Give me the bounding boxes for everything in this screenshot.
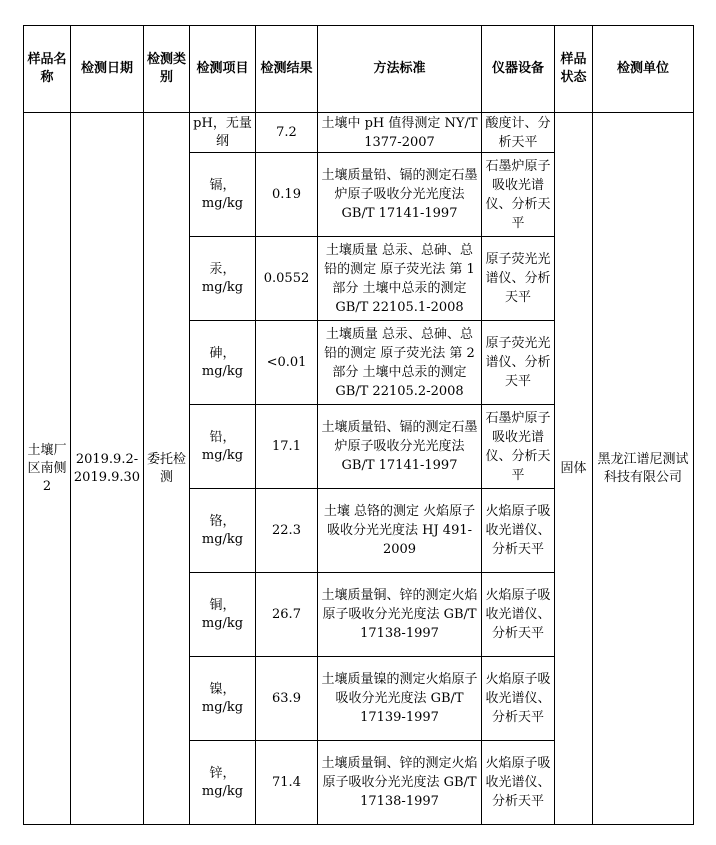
instrument-cell: 火焰原子吸收光谱仪、分析天平 bbox=[482, 573, 555, 657]
instrument-cell: 原子荧光光谱仪、分析天平 bbox=[482, 237, 555, 321]
result-cell: 0.19 bbox=[256, 153, 318, 237]
instrument-cell: 火焰原子吸收光谱仪、分析天平 bbox=[482, 741, 555, 825]
result-cell: 26.7 bbox=[256, 573, 318, 657]
sample-name-cell: 土壤厂区南侧2 bbox=[24, 113, 71, 825]
method-cell: 土壤 总铬的测定 火焰原子吸收分光光度法 HJ 491-2009 bbox=[318, 489, 482, 573]
header-sample-state: 样品状态 bbox=[555, 26, 593, 113]
test-item-cell: 铜，mg/kg bbox=[190, 573, 256, 657]
instrument-cell: 石墨炉原子吸收光谱仪、分析天平 bbox=[482, 153, 555, 237]
header-result: 检测结果 bbox=[256, 26, 318, 113]
method-cell: 土壤质量铜、锌的测定火焰原子吸收分光光度法 GB/T 17138-1997 bbox=[318, 741, 482, 825]
test-item-cell: 汞，mg/kg bbox=[190, 237, 256, 321]
header-test-unit: 检测单位 bbox=[593, 26, 694, 113]
test-item-cell: 锌，mg/kg bbox=[190, 741, 256, 825]
instrument-cell: 酸度计、分析天平 bbox=[482, 113, 555, 153]
result-cell: 0.0552 bbox=[256, 237, 318, 321]
test-item-cell: pH，无量纲 bbox=[190, 113, 256, 153]
result-cell: 17.1 bbox=[256, 405, 318, 489]
header-sample-name: 样品名称 bbox=[24, 26, 71, 113]
test-item-cell: 镍，mg/kg bbox=[190, 657, 256, 741]
method-cell: 土壤质量铅、镉的测定石墨炉原子吸收分光光度法 GB/T 17141-1997 bbox=[318, 153, 482, 237]
test-item-cell: 铬，mg/kg bbox=[190, 489, 256, 573]
header-test-item: 检测项目 bbox=[190, 26, 256, 113]
test-report-table bbox=[23, 25, 694, 825]
test-type-cell: 委托检测 bbox=[144, 113, 190, 825]
method-cell: 土壤质量 总汞、总砷、总铅的测定 原子荧光法 第 2 部分 土壤中总汞的测定 GB/T 22105.2-2008 bbox=[318, 321, 482, 405]
method-cell: 土壤质量 总汞、总砷、总铅的测定 原子荧光法 第 1 部分 土壤中总汞的测定 GB/T 22105.1-2008 bbox=[318, 237, 482, 321]
result-cell: <0.01 bbox=[256, 321, 318, 405]
instrument-cell: 石墨炉原子吸收光谱仪、分析天平 bbox=[482, 405, 555, 489]
method-cell: 土壤中 pH 值得测定 NY/T 1377-2007 bbox=[318, 113, 482, 153]
test-unit-cell: 黑龙江谱尼测试科技有限公司 bbox=[593, 113, 694, 825]
result-cell: 63.9 bbox=[256, 657, 318, 741]
test-date-cell: 2019.9.2-2019.9.30 bbox=[71, 113, 144, 825]
test-item-cell: 铅，mg/kg bbox=[190, 405, 256, 489]
header-test-date: 检测日期 bbox=[71, 26, 144, 113]
result-cell: 22.3 bbox=[256, 489, 318, 573]
header-method: 方法标准 bbox=[318, 26, 482, 113]
result-cell: 71.4 bbox=[256, 741, 318, 825]
header-instrument: 仪器设备 bbox=[482, 26, 555, 113]
test-item-cell: 镉，mg/kg bbox=[190, 153, 256, 237]
header-test-type: 检测类别 bbox=[144, 26, 190, 113]
test-item-cell: 砷，mg/kg bbox=[190, 321, 256, 405]
method-cell: 土壤质量铜、锌的测定火焰原子吸收分光光度法 GB/T 17138-1997 bbox=[318, 573, 482, 657]
instrument-cell: 火焰原子吸收光谱仪、分析天平 bbox=[482, 657, 555, 741]
table-row bbox=[24, 113, 694, 153]
method-cell: 土壤质量镍的测定火焰原子吸收分光光度法 GB/T 17139-1997 bbox=[318, 657, 482, 741]
header-row bbox=[24, 26, 694, 113]
instrument-cell: 原子荧光光谱仪、分析天平 bbox=[482, 321, 555, 405]
instrument-cell: 火焰原子吸收光谱仪、分析天平 bbox=[482, 489, 555, 573]
method-cell: 土壤质量铅、镉的测定石墨炉原子吸收分光光度法 GB/T 17141-1997 bbox=[318, 405, 482, 489]
sample-state-cell: 固体 bbox=[555, 113, 593, 825]
result-cell: 7.2 bbox=[256, 113, 318, 153]
